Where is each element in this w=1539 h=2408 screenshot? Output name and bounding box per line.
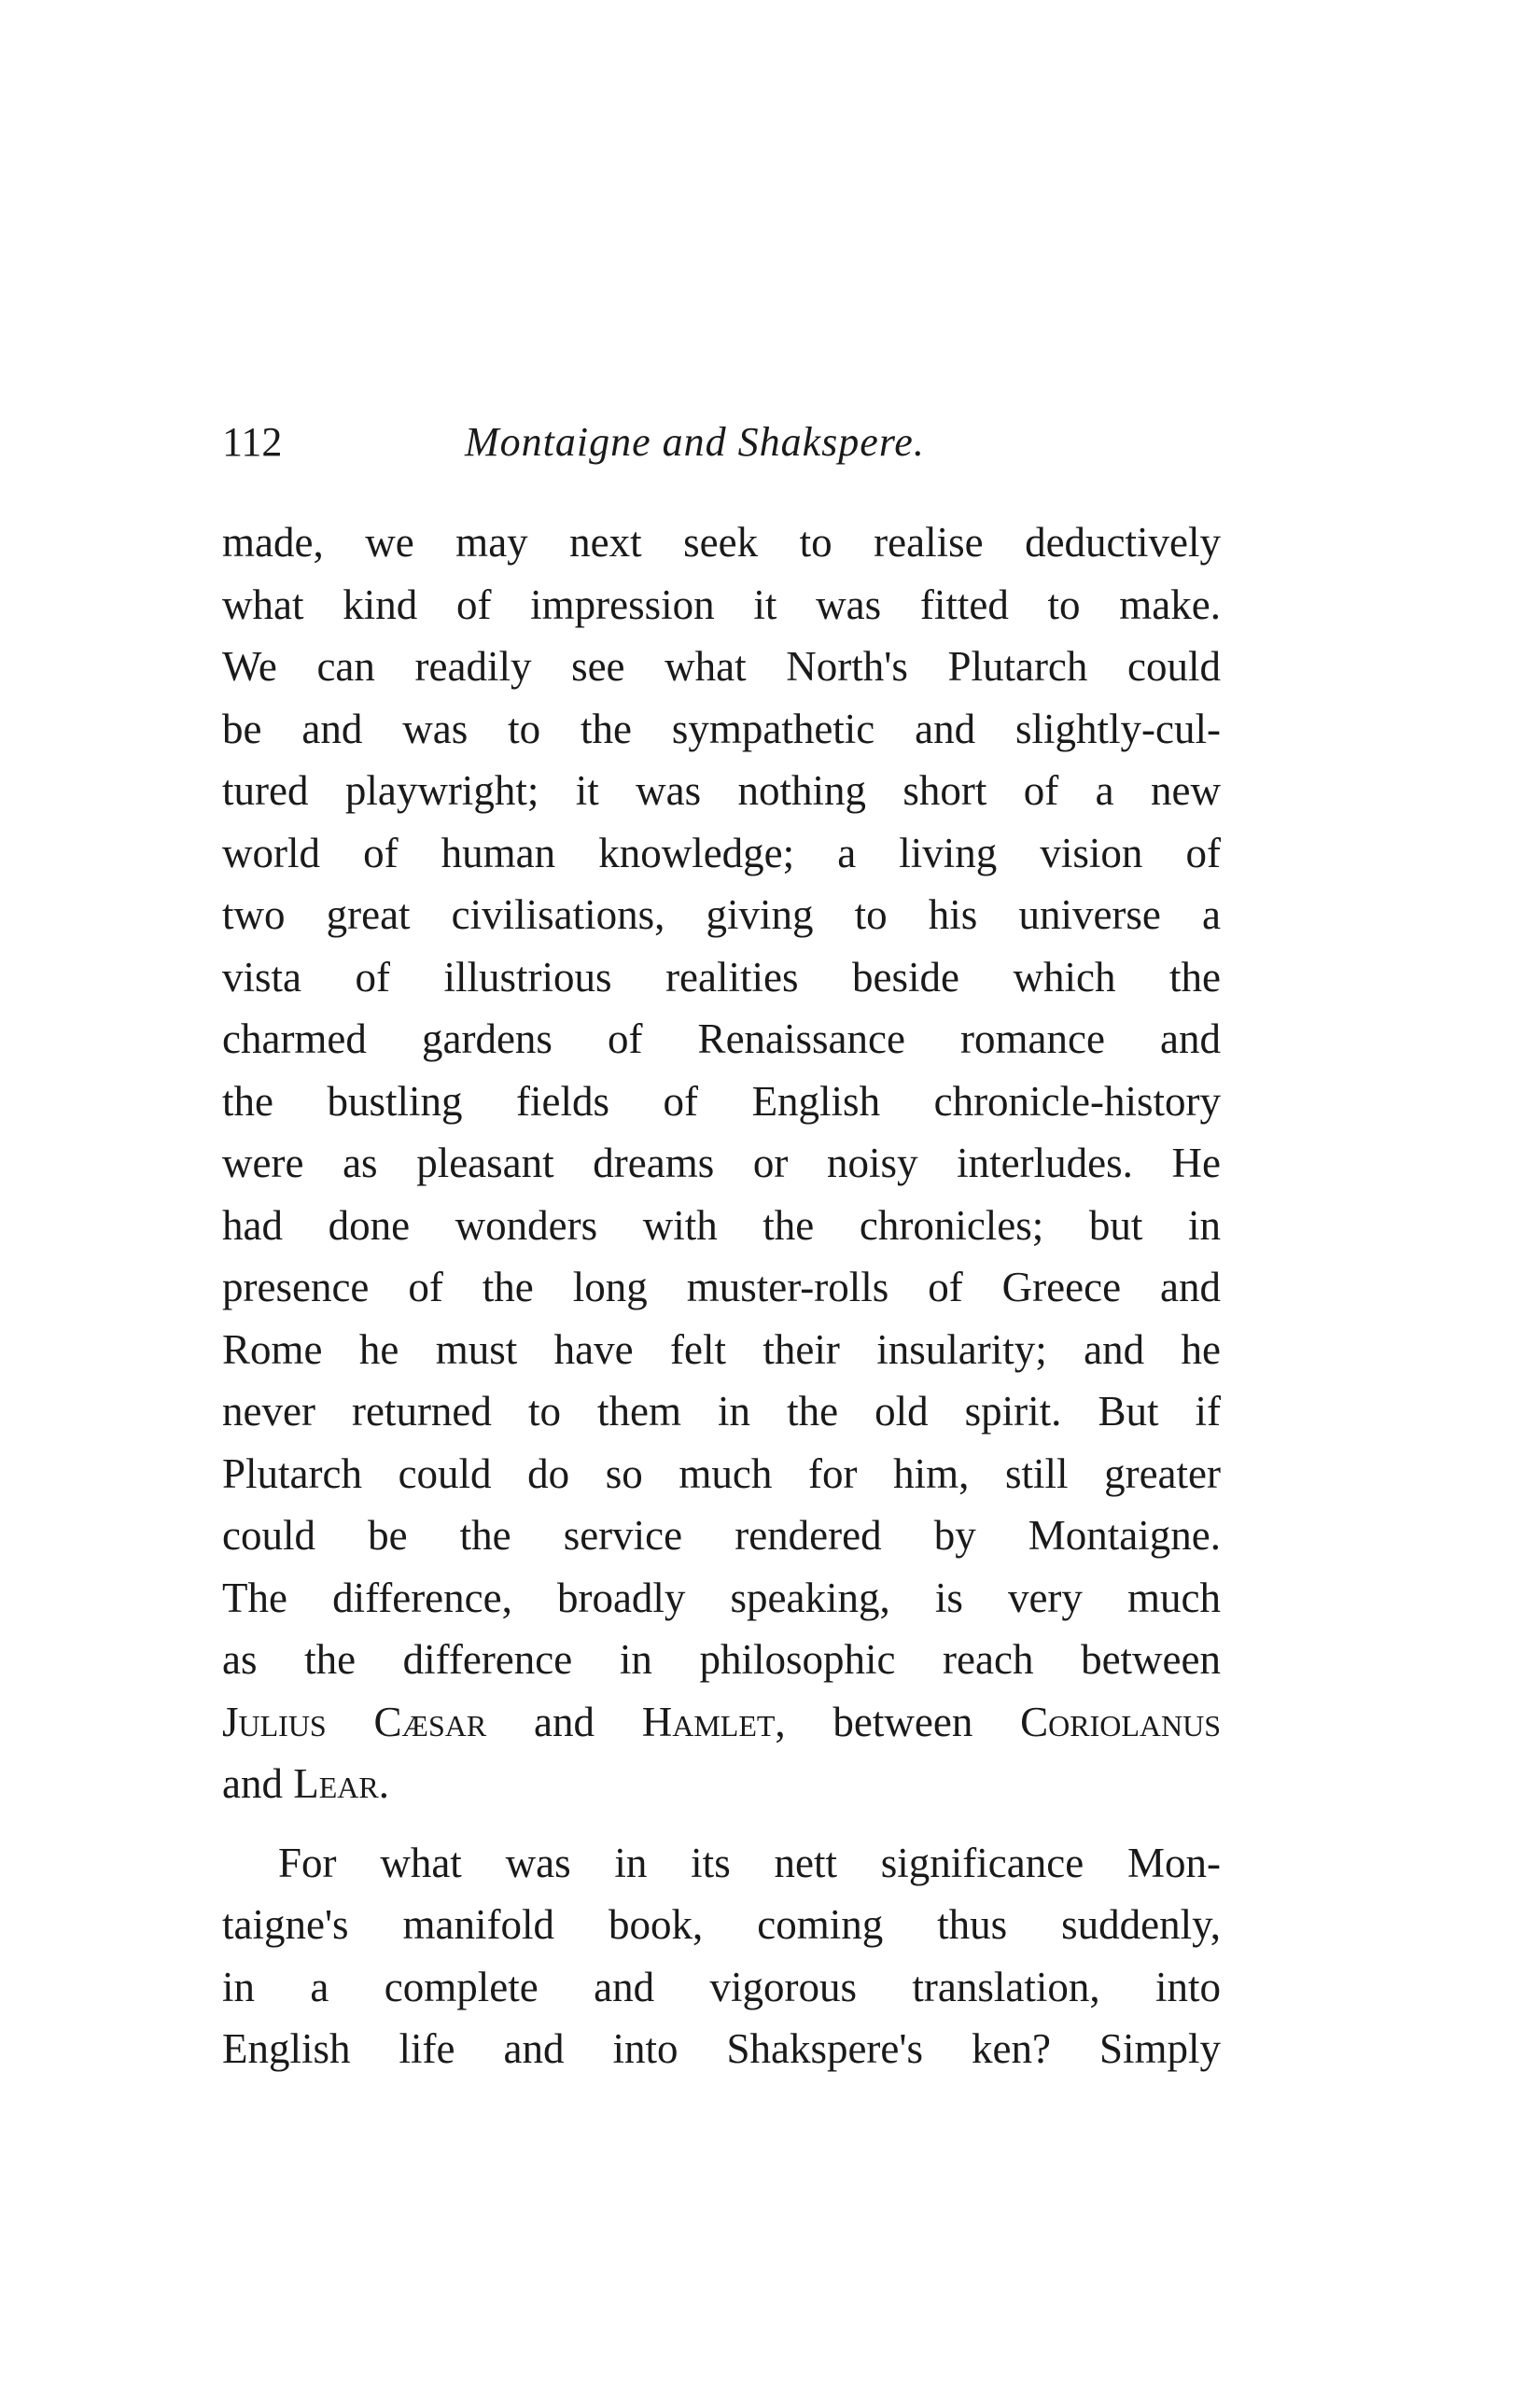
page-number: 112: [222, 419, 283, 465]
text-line: never returned to them in the old spirit. But if: [222, 1388, 1221, 1435]
connector-text: and: [486, 1698, 642, 1745]
text-line: be and was to the sympathetic and slightly-cul-: [222, 705, 1221, 752]
play-title-hamlet: Hamlet: [641, 1698, 776, 1745]
text-line-titles: [222, 1691, 1221, 1754]
paragraph-gap: [222, 1815, 1221, 1832]
text-line: could be the service rendered by Montaigne.: [222, 1512, 1221, 1559]
play-title-lear: Lear: [293, 1760, 379, 1807]
text-line: were as pleasant dreams or noisy interludes. He: [222, 1140, 1221, 1186]
text-line: taigne's manifold book, coming thus suddenly,: [222, 1901, 1221, 1948]
play-title-coriolanus: Coriolanus: [1020, 1698, 1222, 1745]
text-line: charmed gardens of Renaissance romance and: [222, 1015, 1221, 1062]
text-line: The difference, broadly speaking, is very much: [222, 1574, 1221, 1621]
paragraph-2: [222, 1832, 1221, 2080]
text-line: two great civilisations, giving to his universe a: [222, 891, 1221, 938]
text-line: made, we may next seek to realise deductively: [222, 519, 1221, 566]
running-title: Montaigne and Shakspere.: [465, 419, 925, 465]
text-line: the bustling fields of English chronicle-history: [222, 1077, 1221, 1125]
punctuation: .: [378, 1760, 389, 1807]
text-line: For what was in its nett significance Mon-: [278, 1839, 1221, 1886]
connector-text: , between: [775, 1698, 1021, 1745]
text-line-final: [222, 1753, 1221, 1815]
text-line: presence of the long muster-rolls of Greece and: [222, 1264, 1221, 1310]
text-line: Plutarch could do so much for him, still greater: [222, 1449, 1221, 1497]
text-line: in a complete and vigorous translation, into: [222, 1963, 1221, 2010]
text-line: what kind of impression it was fitted to make.: [222, 581, 1221, 628]
text-line: English life and into Shakspere's ken? Simply: [222, 2025, 1221, 2072]
play-title-julius-caesar: Julius Cæsar: [222, 1698, 487, 1745]
running-head: [222, 418, 1221, 474]
body-text: [222, 511, 1221, 2080]
text-line: had done wonders with the chronicles; but in: [222, 1201, 1221, 1249]
connector-text: and: [222, 1760, 294, 1807]
text-line: Rome he must have felt their insularity; and he: [222, 1325, 1221, 1373]
text-line: as the difference in philosophic reach between: [222, 1636, 1221, 1683]
paragraph-1: [222, 511, 1221, 1815]
text-line: vista of illustrious realities beside which the: [222, 953, 1221, 1001]
text-line: tured playwright; it was nothing short of a new: [222, 767, 1221, 814]
text-line: We can readily see what North's Plutarch could: [222, 643, 1221, 690]
text-line: world of human knowledge; a living vision of: [222, 829, 1221, 876]
